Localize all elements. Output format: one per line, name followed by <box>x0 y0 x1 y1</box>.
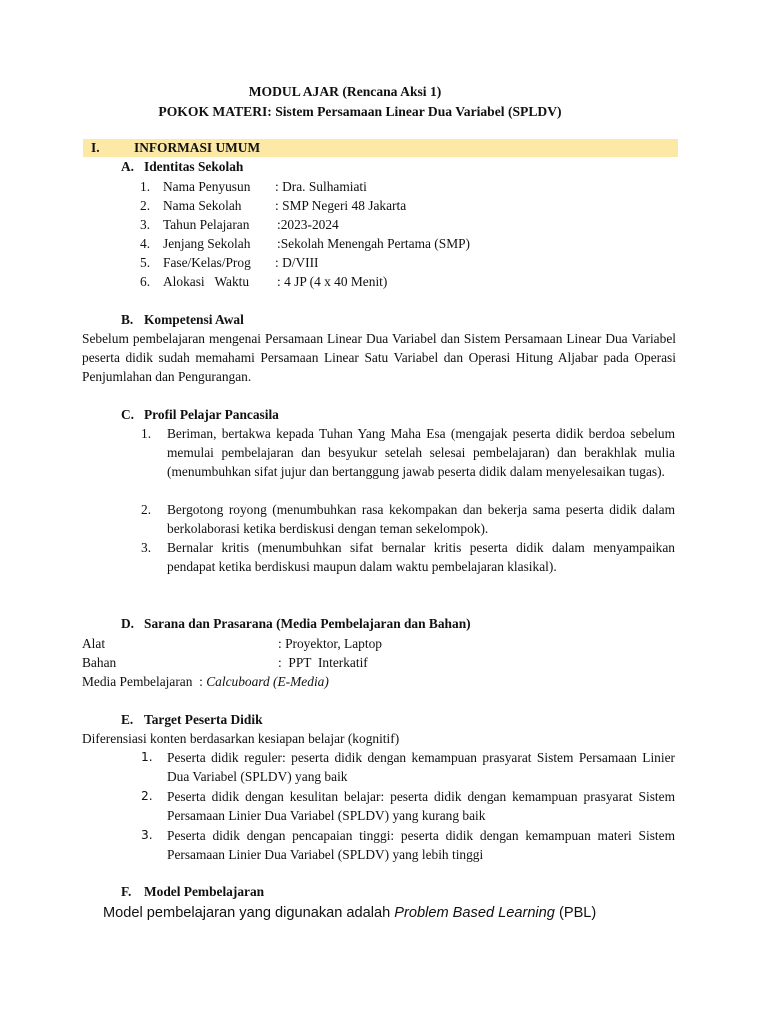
subsection-b-label: B. <box>121 312 134 327</box>
list-number: 3. <box>141 828 153 842</box>
identity-value: : D/VIII <box>275 255 319 270</box>
identity-key: Nama Penyusun <box>163 179 251 194</box>
identity-value: : Dra. Sulhamiati <box>275 179 367 194</box>
identity-key: Jenjang Sekolah <box>163 236 251 251</box>
section-number: I. <box>91 140 100 155</box>
subsection-e-label: E. <box>121 712 134 727</box>
model-text-after: (PBL) <box>554 905 597 921</box>
section-title: INFORMASI UMUM <box>134 140 261 155</box>
identity-value: :2023-2024 <box>277 217 339 232</box>
subsection-c-label: C. <box>121 407 135 422</box>
facility-value: : PPT Interkatif <box>278 655 368 670</box>
subsection-c-title: Profil Pelajar Pancasila <box>144 407 279 422</box>
identity-key: Alokasi Waktu <box>163 274 250 289</box>
list-number: 6. <box>140 274 151 289</box>
list-number: 4. <box>140 236 151 251</box>
media-separator: : <box>199 674 207 689</box>
list-number: 1. <box>140 179 151 194</box>
identity-value: : SMP Negeri 48 Jakarta <box>275 198 407 213</box>
subsection-f-title: Model Pembelajaran <box>144 884 265 899</box>
subsection-e-title: Target Peserta Didik <box>144 712 263 727</box>
identity-key: Tahun Pelajaran <box>163 217 250 232</box>
identity-key: Fase/Kelas/Prog <box>163 255 251 270</box>
media-row <box>82 672 329 691</box>
facility-key: Alat <box>82 636 106 651</box>
subsection-b-title: Kompetensi Awal <box>144 312 244 327</box>
profile-item: Bernalar kritis (menumbuhkan sifat bernalar kritis peserta didik dalam menyampaikan pendapat ketika berdiskusi maupun dalam waktu pembelajaran klasikal). <box>167 540 675 574</box>
facility-value: : Proyektor, Laptop <box>278 636 382 651</box>
subsection-d-title: Sarana dan Prasarana (Media Pembelajaran dan Bahan) <box>144 616 471 631</box>
target-item: Peserta didik dengan pencapaian tinggi: peserta didik dengan kemampuan materi Sistem Persamaan Linier Dua Variabel (SPLDV) yang lebih tinggi <box>167 828 675 862</box>
list-number: 2. <box>141 502 152 517</box>
list-number: 3. <box>141 540 152 555</box>
subsection-a-title: Identitas Sekolah <box>144 159 244 174</box>
media-key: Media Pembelajaran <box>82 674 193 689</box>
identity-value: :Sekolah Menengah Pertama (SMP) <box>277 236 471 251</box>
model-name: Problem Based Learning <box>394 905 555 921</box>
subsection-a-label: A. <box>121 159 135 174</box>
list-number: 2. <box>141 789 153 803</box>
model-text-before: Model pembelajaran yang digunakan adalah <box>103 905 395 921</box>
list-number: 2. <box>140 198 151 213</box>
subsection-f-label: F. <box>121 884 132 899</box>
media-value: Calcuboard (E-Media) <box>206 674 329 689</box>
list-number: 1. <box>141 426 152 441</box>
facility-key: Bahan <box>82 655 117 670</box>
subsection-d-label: D. <box>121 616 135 631</box>
module-title: MODUL AJAR (Rencana Aksi 1) <box>248 84 442 99</box>
list-number: 1. <box>141 750 153 764</box>
target-item: Peserta didik reguler: peserta didik dengan kemampuan prasyarat Sistem Persamaan Linier Dua Variabel (SPLDV) yang baik <box>167 750 675 784</box>
identity-value: : 4 JP (4 x 40 Menit) <box>277 274 388 289</box>
target-intro: Diferensiasi konten berdasarkan kesiapan belajar (kognitif) <box>82 731 400 746</box>
topic-title: POKOK MATERI: Sistem Persamaan Linear Dua Variabel (SPLDV) <box>158 104 562 119</box>
initial-competence-text: Sebelum pembelajaran mengenai Persamaan Linear Dua Variabel dan Sistem Persamaan Linear Dua Variabel peserta didik sudah memahami Persamaan Linear Satu Variabel dan Operasi Hitung Aljabar pada Operasi Penjumlahan dan Pengurangan. <box>82 331 676 384</box>
list-number: 5. <box>140 255 151 270</box>
profile-item: Beriman, bertakwa kepada Tuhan Yang Maha Esa (mengajak peserta didik berdoa sebelum memulai pembelajaran dan besyukur setelah selesai pembelajaran) dan berakhlak mulia (menumbuhkan sifat jujur dan bertanggung jawab peserta didik dalam menyelesaikan tugas). <box>167 426 675 479</box>
target-item: Peserta didik dengan kesulitan belajar: peserta didik dengan kemampuan prasyarat Sistem Persamaan Linier Dua Variabel (SPLDV) yang kurang baik <box>167 789 675 823</box>
identity-key: Nama Sekolah <box>163 198 242 213</box>
profile-item: Bergotong royong (menumbuhkan rasa kekompakan dan bekerja sama peserta didik dalam berkolaborasi ketika berdiskusi dengan teman sekelompok). <box>167 502 675 536</box>
learning-model-text <box>103 904 596 923</box>
list-number: 3. <box>140 217 151 232</box>
